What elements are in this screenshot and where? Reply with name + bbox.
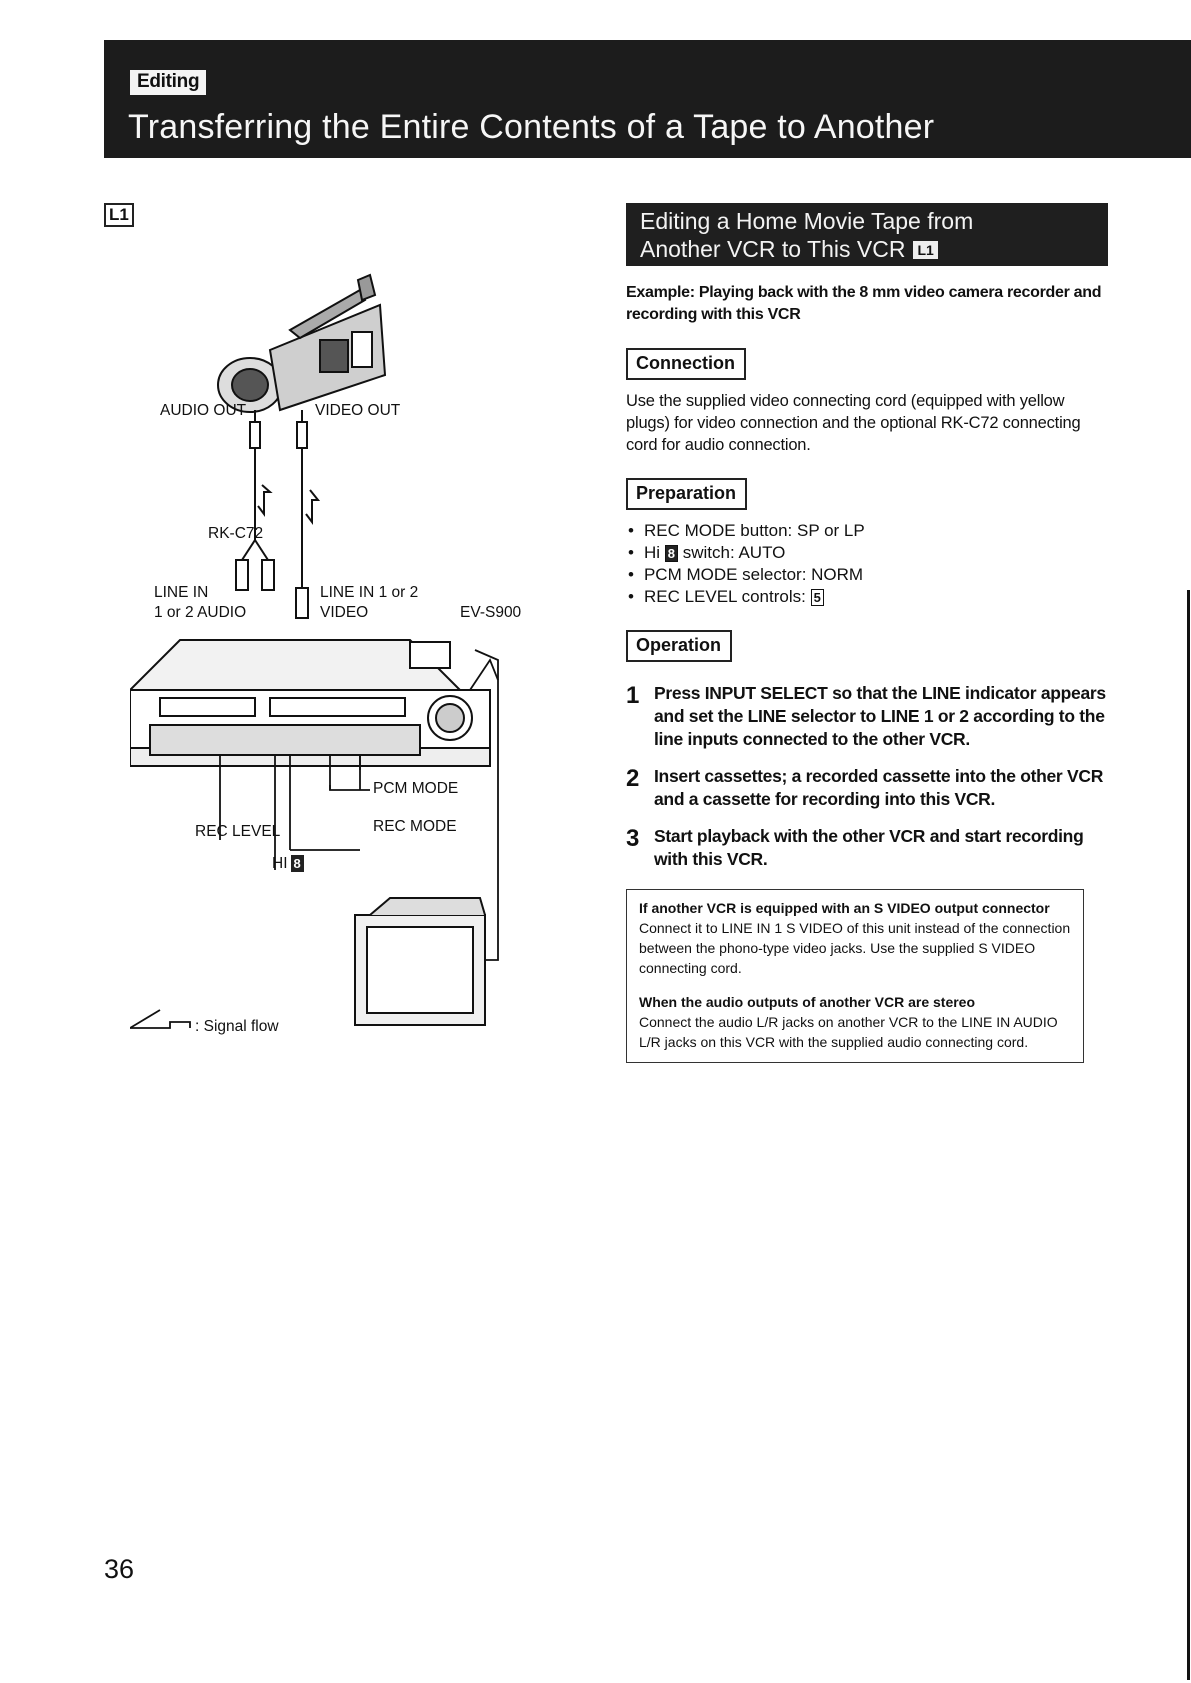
- section-tag: Editing: [130, 70, 206, 95]
- sub-header-line1: Editing a Home Movie Tape from: [640, 208, 974, 234]
- page-number: 36: [104, 1554, 135, 1584]
- sub-header-line2: [640, 235, 1108, 263]
- step-text: Start playback with the other VCR and start recording with this VCR.: [654, 826, 1084, 869]
- audio-out-label: AUDIO OUT: [160, 402, 247, 419]
- ref-5-icon: 5: [811, 589, 824, 606]
- preparation-heading: Preparation: [626, 478, 747, 510]
- hi-label-text: HI: [272, 855, 288, 872]
- prep-hi-prefix: Hi: [643, 543, 661, 562]
- example-text: Example: Playing back with the 8 mm video camera recorder and recording with this VCR: [626, 284, 1102, 323]
- note-text-2: Connect the audio L/R jacks on another VCR to the LINE IN AUDIO L/R jacks on this VCR with the supplied audio connecting cord.: [639, 1014, 1058, 1050]
- signal-flow-label: : Signal flow: [195, 1018, 279, 1035]
- connection-text: Use the supplied video connecting cord (equipped with yellow plugs) for video connection and the optional RK-C72 connecting cord for audio connection.: [626, 392, 1081, 454]
- cord-label: RK-C72: [208, 525, 264, 542]
- prep-item-pcm: • PCM MODE selector: NORM: [628, 564, 1106, 586]
- prep-item-rec-mode: • REC MODE button: SP or LP: [628, 520, 1106, 542]
- prep-hi-suffix: switch: AUTO: [682, 543, 786, 562]
- note-title-2: When the audio outputs of another VCR are stereo: [639, 994, 976, 1010]
- l1-icon: L1: [104, 203, 134, 227]
- prep-item-hi8: [628, 542, 1106, 564]
- tv-illustration: [355, 898, 485, 1025]
- connection-diagram: [130, 270, 570, 1050]
- page-edge-line: [1187, 590, 1190, 1680]
- line-in-audio-label-2: 1 or 2 AUDIO: [154, 604, 247, 621]
- prep-item-rec-level: [628, 586, 1106, 608]
- note-title-1: If another VCR is equipped with an S VIDEO output connector: [639, 900, 1050, 916]
- header-band: [104, 40, 1191, 158]
- operation-heading: Operation: [626, 630, 732, 662]
- instructions-column: [626, 203, 1106, 1063]
- step-text: Press INPUT SELECT so that the LINE indicator appears and set the LINE selector to LINE 1 or 2 according to the line inputs connected to the other VCR.: [654, 683, 1106, 749]
- step-3: [626, 825, 1106, 871]
- model-label: EV-S900: [460, 604, 522, 621]
- page-title: Transferring the Entire Contents of a Tape to Another: [128, 108, 935, 146]
- hi-8-icon: 8: [665, 545, 678, 562]
- sub-header-line2-text: Another VCR to This VCR: [640, 236, 906, 262]
- step-2: [626, 765, 1106, 811]
- step-1: [626, 682, 1106, 751]
- pcm-mode-label: PCM MODE: [373, 780, 459, 797]
- connection-heading: Connection: [626, 348, 746, 380]
- step-number: 1: [626, 682, 640, 709]
- hi-8-icon: 8: [291, 855, 304, 872]
- video-out-label: VIDEO OUT: [315, 402, 401, 419]
- note-box: [626, 889, 1084, 1063]
- prep-rec-level-prefix: REC LEVEL controls:: [643, 587, 806, 606]
- diagram-illustration: [130, 270, 570, 1050]
- rec-mode-label: REC MODE: [373, 818, 457, 835]
- rec-level-label: REC LEVEL: [195, 823, 281, 840]
- note-text-1: Connect it to LINE IN 1 S VIDEO of this unit instead of the connection between the phono-type video jacks. Use the supplied S VIDEO connecting cord.: [639, 920, 1071, 976]
- step-text: Insert cassettes; a recorded cassette into the other VCR and a cassette for recording into this VCR.: [654, 766, 1104, 809]
- hi-label: [272, 855, 304, 873]
- line-in-video-label-2: VIDEO: [320, 604, 369, 621]
- line-in-audio-label-1: LINE IN: [154, 584, 209, 601]
- l1-badge-icon: L1: [913, 241, 937, 259]
- line-in-video-label-1: LINE IN 1 or 2: [320, 584, 419, 601]
- preparation-list: [626, 520, 1106, 608]
- step-number: 2: [626, 765, 640, 792]
- step-number: 3: [626, 825, 640, 852]
- vcr-illustration: [130, 640, 490, 766]
- camcorder-illustration: [218, 275, 385, 412]
- sub-header: [626, 203, 1108, 266]
